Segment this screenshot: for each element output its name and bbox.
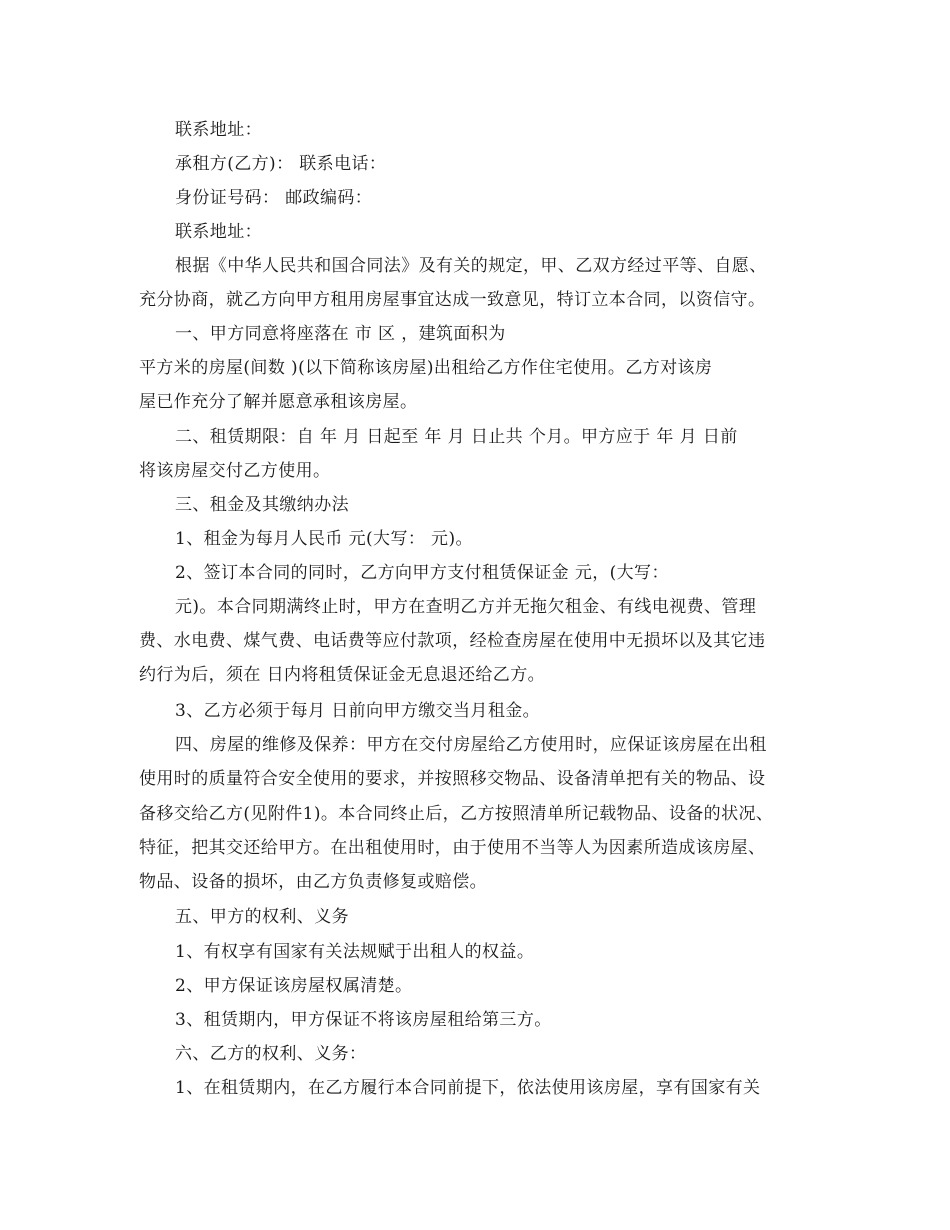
text-line: 1、在租赁期内，在乙方履行本合同前提下，依法使用该房屋，享有国家有关 bbox=[175, 1078, 761, 1098]
text-line: 联系地址： bbox=[175, 222, 262, 242]
text-line: 将该房屋交付乙方使用。 bbox=[139, 461, 331, 481]
text-line: 费、水电费、煤气费、电话费等应付款项，经检查房屋在使用中无损坏以及其它违 bbox=[139, 631, 766, 651]
text-line: 充分协商，就乙方向甲方租用房屋事宜达成一致意见，特订立本合同，以资信守。 bbox=[139, 290, 766, 310]
text-line: 1、有权享有国家有关法规赋于出租人的权益。 bbox=[175, 942, 535, 962]
text-line: 2、签订本合同的同时，乙方向甲方支付租赁保证金 元，(大写： bbox=[175, 563, 669, 583]
text-line: 三、租金及其缴纳办法 bbox=[175, 495, 349, 515]
text-line: 约行为后，须在 日内将租赁保证金无息退还给乙方。 bbox=[139, 665, 546, 685]
text-line: 元)。本合同期满终止时，甲方在查明乙方并无拖欠租金、有线电视费、管理 bbox=[175, 597, 757, 617]
text-line: 使用时的质量符合安全使用的要求，并按照移交物品、设备清单把有关的物品、设 bbox=[139, 769, 766, 789]
text-line: 屋已作充分了解并愿意承租该房屋。 bbox=[139, 392, 418, 412]
text-line: 二、租赁期限：自 年 月 日起至 年 月 日止共 个月。甲方应于 年 月 日前 bbox=[175, 427, 738, 447]
text-line: 特征，把其交还给甲方。在出租使用时，由于使用不当等人为因素所造成该房屋、 bbox=[139, 838, 766, 858]
text-line: 身份证号码： 邮政编码： bbox=[175, 188, 373, 208]
text-line: 3、乙方必须于每月 日前向甲方缴交当月租金。 bbox=[175, 701, 541, 721]
text-line: 承租方(乙方)： 联系电话： bbox=[175, 154, 387, 174]
text-line: 平方米的房屋(间数 )(以下简称该房屋)出租给乙方作住宅使用。乙方对该房 bbox=[139, 358, 713, 378]
text-line: 六、乙方的权利、义务： bbox=[175, 1044, 367, 1064]
text-line: 物品、设备的损坏，由乙方负责修复或赔偿。 bbox=[139, 872, 487, 892]
text-line: 四、房屋的维修及保养：甲方在交付房屋给乙方使用时，应保证该房屋在出租 bbox=[175, 735, 767, 755]
text-line: 一、甲方同意将座落在 市 区 ，建筑面积为 bbox=[175, 324, 506, 344]
text-line: 3、租赁期内，甲方保证不将该房屋租给第三方。 bbox=[175, 1010, 552, 1030]
text-line: 1、租金为每月人民币 元(大写： 元)。 bbox=[175, 529, 473, 549]
text-line: 备移交给乙方(见附件1)。本合同终止后，乙方按照清单所记载物品、设备的状况、 bbox=[139, 804, 774, 824]
text-line: 根据《中华人民共和国合同法》及有关的规定，甲、乙双方经过平等、自愿、 bbox=[175, 256, 767, 276]
text-line: 五、甲方的权利、义务 bbox=[175, 907, 349, 927]
text-line: 2、甲方保证该房屋权属清楚。 bbox=[175, 976, 413, 996]
text-line: 联系地址： bbox=[175, 120, 262, 140]
